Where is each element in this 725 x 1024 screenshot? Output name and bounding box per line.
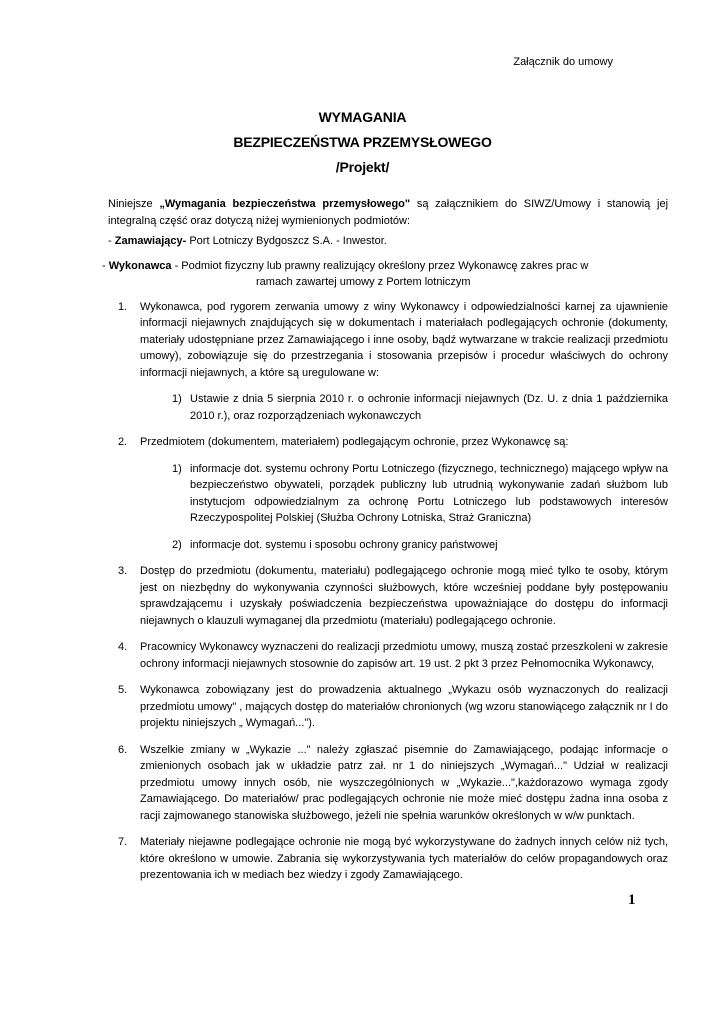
list-item	[108, 682, 668, 732]
sub-item-text: informacje dot. systemu ochrony Portu Lotniczego (fizycznego, technicznego) mającego wpływ na bezpieczeństwo obywateli, porządek publiczny lub utrudnią wykonywanie zadań służbom lub instytucjom odpowiedzialnym za ochronę Portu Lotniczego lub podstawowych interesów Rzeczypospolitej Polskiej (Służba Ochrony Lotniska, Straż Graniczna)	[190, 462, 668, 524]
item-text: Wykonawca, pod rygorem zerwania umowy z winy Wykonawcy i odpowiedzialności karnej za ujawnienie informacji niejawnych znajdujących się w dokumentach i materiałach podlegających ochronie (dokumenty, materiały udostępniane przez Zamawiającego i inne osoby, bądź wytwarzane w trakcie realizacji przedmiotu umowy), zobowiązuje się do przestrzegania i stosowania przepisów i procedur właściwych do ochrony informacji niejawnych, a które są uregulowane w:	[140, 300, 668, 379]
intro-suffix: są załącznikiem do SIWZ/Umowy i stanowią jej integralną część oraz dotyczą niżej wymienionych podmiotów:	[108, 198, 669, 227]
annex-note: Załącznik do umowy	[513, 56, 613, 68]
party-zamawiajacy	[108, 233, 668, 250]
page-number: 1	[628, 892, 636, 908]
item-number: 2.	[118, 436, 128, 448]
list-item	[108, 299, 668, 425]
list-item	[108, 563, 668, 629]
item-text: Wykonawca zobowiązany jest do prowadzenia aktualnego „Wykazu osób wyznaczonych do realizacji przedmiotu umowy" , mających dostęp do materiałów chronionych (wg wzoru stanowiącego załącznik nr I do projektu niniejszych „ Wymagań...").	[140, 684, 668, 729]
intro-prefix: Niniejsze	[108, 198, 160, 210]
item-number: 1.	[118, 300, 128, 313]
document-title	[0, 105, 725, 180]
item-number: 7.	[118, 836, 128, 848]
list-item	[108, 834, 668, 884]
item-text: Wszelkie zmiany w „Wykazie ..." należy zgłaszać pisemnie do Zamawiającego, podając informacje o zmienionych osobach jak w układzie patrz zał. nr 1 do niniejszych „Wymagań..." Udział w realizacji przedmiotu umowy innych osób, nie wyszczególnionych w „Wykazie...",każdorazowo wymaga zgody Zamawiającego. Do materiałów/ prac podlegających ochronie nie może mieć dostępu żadna inna osoba z racji zajmowanego stanowiska służbowego, jeżeli nie spełnia warunków określonych w w/w punktach.	[140, 743, 668, 822]
party-wykonawca-continued: ramach zawartej umowy z Portem lotniczym	[256, 276, 471, 288]
sub-item	[140, 537, 668, 554]
list-item	[108, 742, 668, 825]
item-text: Pracownicy Wykonawcy wyznaczeni do realizacji przedmiotu umowy, muszą zostać przeszkoleni w zakresie ochrony informacji niejawnych stosownie do zapisów art. 19 ust. 2 pkt 3 przez Pełnomocnika Wykonawcy,	[140, 641, 668, 670]
sub-item-number: 1)	[172, 462, 182, 475]
party-text-zamawiajacy: Port Lotniczy Bydgoszcz S.A. - Inwestor.	[186, 235, 387, 247]
party-label-zamawiajacy: Zamawiający-	[114, 235, 187, 247]
party-wykonawca	[102, 258, 668, 275]
document-body	[102, 196, 669, 894]
sub-item	[140, 461, 668, 527]
sub-item-text: Ustawie z dnia 5 sierpnia 2010 r. o ochronie informacji niejawnych (Dz. U. z dnia 1 października 2010 r.), oraz rozporządzeniach wykonawczych	[190, 393, 668, 422]
item-number: 5.	[118, 684, 128, 696]
sub-item-text: informacje dot. systemu i sposobu ochrony granicy państwowej	[190, 538, 498, 551]
intro-paragraph	[108, 196, 668, 229]
intro-bold-title: „Wymagania bezpieczeństwa przemysłowego"	[159, 198, 411, 210]
sub-item-number: 1)	[172, 393, 182, 405]
item-number: 3.	[118, 565, 128, 577]
item-text: Materiały niejawne podlegające ochronie nie mogą być wykorzystywane do żadnych innych celów niż tych, które określono w umowie. Zabrania się wykorzystywania tych materiałów do celów propagandowych oraz prezentowania ich w mediach bez wiedzy i zgody Zamawiającego.	[140, 836, 668, 881]
sub-item	[140, 391, 668, 424]
item-number: 4.	[118, 641, 128, 653]
requirements-list	[108, 299, 668, 884]
title-line-3: /Projekt/	[335, 159, 390, 175]
item-text: Przedmiotem (dokumentem, materiałem) podlegającym ochronie, przez Wykonawcę są:	[140, 436, 569, 448]
party-label-wykonawca: Wykonawca	[108, 259, 172, 272]
sub-item-number: 2)	[172, 538, 182, 551]
title-line-2: BEZPIECZEŃSTWA PRZEMYSŁOWEGO	[233, 134, 492, 150]
list-item	[108, 639, 668, 672]
list-item	[108, 434, 668, 553]
party-dash: -	[102, 259, 109, 272]
party-text-wykonawca: - Podmiot fizyczny lub prawny realizujący określony przez Wykonawcę zakres prac w	[171, 259, 589, 272]
item-text: Dostęp do przedmiotu (dokumentu, materiału) podlegającego ochronie mogą mieć tylko te osoby, którym jest on niezbędny do wykonywania czynności służbowych, które wcześniej poddane były postępowaniu sprawdzającemu i uzyskały poświadczenia bezpieczeństwa upoważniające do dostępu do informacji niejawnych o klauzuli wymaganej dla przedmiotu (materiału) podlegającego ochronie.	[140, 565, 668, 627]
item-number: 6.	[118, 743, 128, 756]
party-dash: -	[108, 235, 115, 247]
title-line-1: WYMAGANIA	[318, 109, 407, 125]
